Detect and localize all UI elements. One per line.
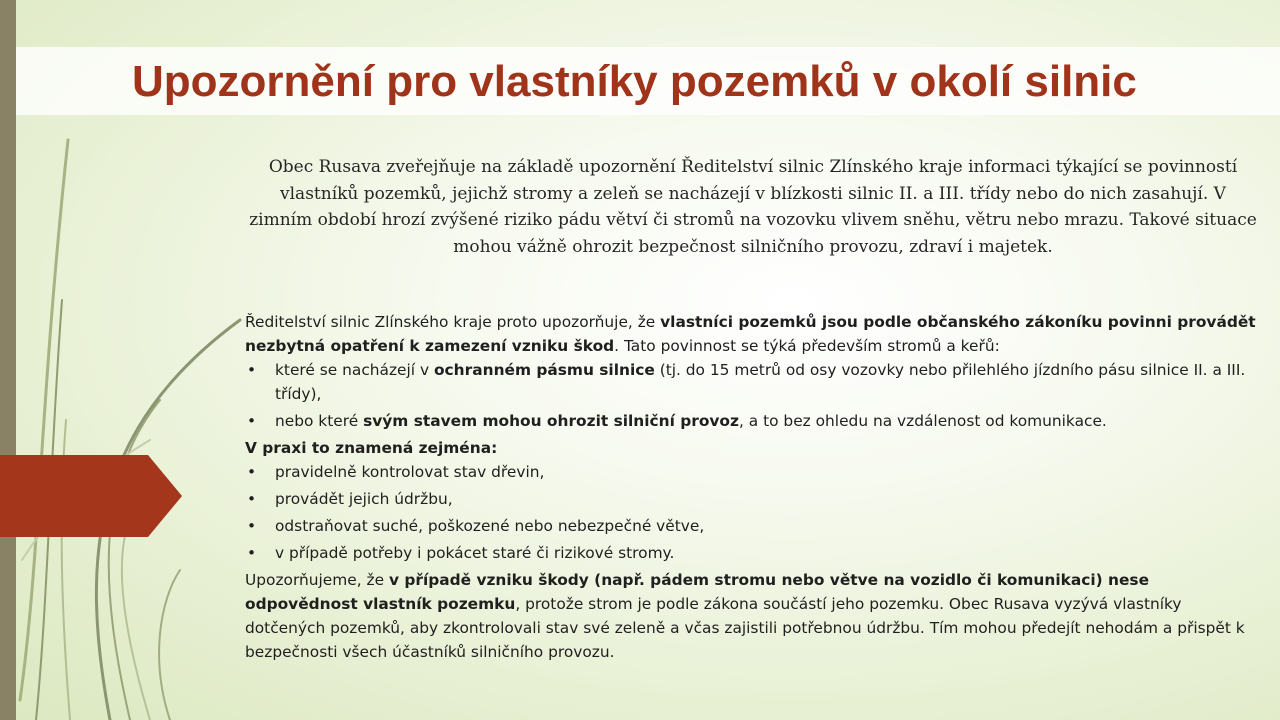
liability-emphasis: v případě vzniku škody (např. pádem stromu nebo větve na vozidlo či komunikaci) nese odpovědnost vlastník pozemku <box>245 571 1150 613</box>
list-item: • nebo které svým stavem mohou ohrozit silniční provoz, a to bez ohledu na vzdálenost od komunikace. <box>245 409 1260 433</box>
list-item: • které se nacházejí v ochranném pásmu silnice (tj. do 15 metrů od osy vozovky nebo přilehlého jízdního pásu silnice II. a III. třídy), <box>245 358 1260 406</box>
practice-heading: V praxi to znamená zejména: <box>245 439 498 457</box>
list-item: • odstraňovat suché, poškozené nebo nebezpečné větve, <box>245 514 1260 538</box>
practice-list <box>245 460 1260 565</box>
arrow-tag-shape <box>0 455 190 537</box>
paragraph-liability: Upozorňujeme, že v případě vzniku škody (např. pádem stromu nebo větve na vozidlo či komunikaci) nese odpovědnost vlastník pozemku, protože strom je podle zákona součástí jeho pozemku. Obec Rusava vyzývá vlastníky dotčených pozemků, aby zkontrolovali stav své zeleně a včas zajistili potřebnou údržbu. Tím mohou předejít nehodám a přispět k bezpečnosti všech účastníků silničního provozu. <box>245 571 1245 661</box>
body-text <box>245 310 1260 664</box>
intro-paragraph: Obec Rusava zveřejňuje na základě upozornění Ředitelství silnic Zlínského kraje informaci týkající se povinností vlastníků pozemků, jejichž stromy a zeleň se nacházejí v blízkosti silnic II. a III. třídy nebo do nich zasahují. V zimním období hrozí zvýšené riziko pádu větví či stromů na vozovku vlivem sněhu, větru nebo mrazu. Takové situace mohou vážně ohrozit bezpečnost silničního provozu, zdraví i majetek. <box>249 157 1257 257</box>
tree-conditions-list <box>245 358 1260 433</box>
list-item: • v případě potřeby i pokácet staré či rizikové stromy. <box>245 541 1260 565</box>
list-item: • pravidelně kontrolovat stav dřevin, <box>245 460 1260 484</box>
duty-emphasis: vlastníci pozemků jsou podle občanského zákoníku povinni provádět nezbytná opatření k zamezení vzniku škod <box>245 313 1256 355</box>
list-item: • provádět jejich údržbu, <box>245 487 1260 511</box>
slide-title: Upozornění pro vlastníky pozemků v okolí silnic <box>132 57 1137 106</box>
paragraph-duty: Ředitelství silnic Zlínského kraje proto upozorňuje, že vlastníci pozemků jsou podle občanského zákoníku povinni provádět nezbytná opatření k zamezení vzniku škod. Tato povinnost se týká především stromů a keřů: <box>245 313 1256 355</box>
